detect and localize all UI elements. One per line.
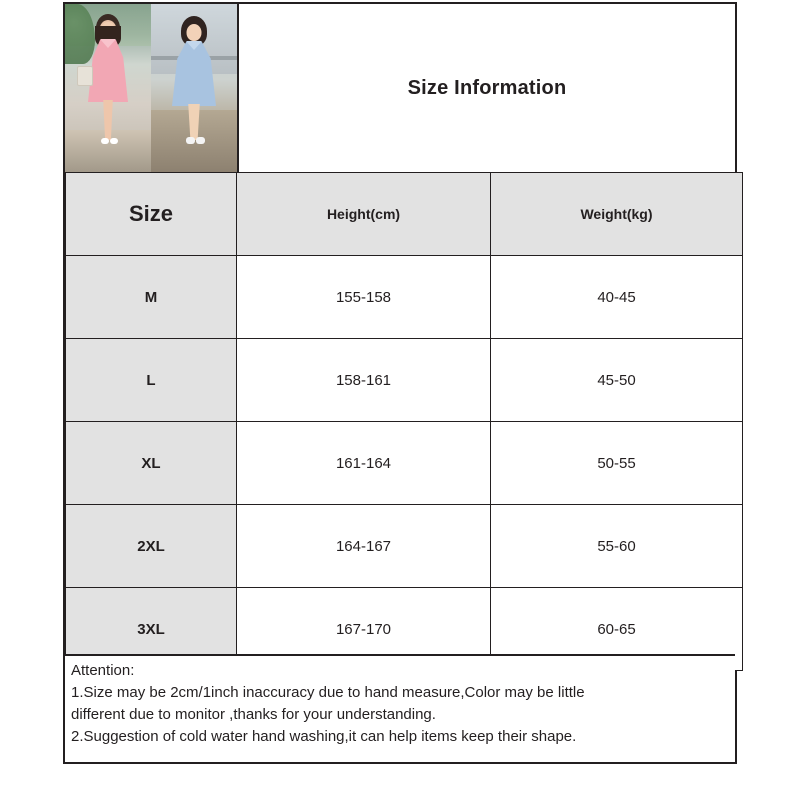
attention-block [65, 654, 735, 762]
column-header-weight: Weight(kg) [491, 173, 743, 256]
photo2-shoe-right [196, 137, 205, 144]
cell-size: 3XL [66, 588, 237, 671]
cell-weight: 45-50 [491, 339, 743, 422]
cell-weight: 40-45 [491, 256, 743, 339]
photo2-shoe-left [186, 137, 195, 144]
photo2-face [187, 24, 202, 41]
cell-height: 158-161 [237, 339, 491, 422]
photo1-shoe-left [101, 138, 109, 144]
table-row [66, 422, 743, 505]
cell-height: 167-170 [237, 588, 491, 671]
title-cell [237, 4, 735, 172]
model-blue-dress-photo [151, 4, 237, 172]
cell-weight: 50-55 [491, 422, 743, 505]
table-header-row [66, 173, 743, 256]
table-row [66, 505, 743, 588]
attention-heading: Attention: [71, 662, 135, 679]
photo1-handbag [77, 66, 93, 86]
cell-weight: 55-60 [491, 505, 743, 588]
cell-height: 164-167 [237, 505, 491, 588]
photo1-shoe-right [110, 138, 118, 144]
attention-line-3: 2.Suggestion of cold water hand washing,it can help items keep their shape. [71, 728, 577, 745]
size-chart-frame [63, 2, 737, 764]
size-table [65, 172, 743, 671]
table-row [66, 256, 743, 339]
cell-height: 155-158 [237, 256, 491, 339]
cell-size: 2XL [66, 505, 237, 588]
cell-size: L [66, 339, 237, 422]
cell-weight: 60-65 [491, 588, 743, 671]
cell-height: 161-164 [237, 422, 491, 505]
attention-line-2: different due to monitor ,thanks for your understanding. [71, 706, 436, 723]
attention-line-1: 1.Size may be 2cm/1inch inaccuracy due to hand measure,Color may be little [71, 684, 585, 701]
cell-size: M [66, 256, 237, 339]
header-row [65, 4, 735, 172]
model-pink-dress-photo [65, 4, 151, 172]
column-header-size: Size [66, 173, 237, 256]
product-photo-strip [65, 4, 237, 172]
column-header-height: Height(cm) [237, 173, 491, 256]
cell-size: XL [66, 422, 237, 505]
page-title: Size Information [407, 76, 567, 99]
table-row [66, 339, 743, 422]
